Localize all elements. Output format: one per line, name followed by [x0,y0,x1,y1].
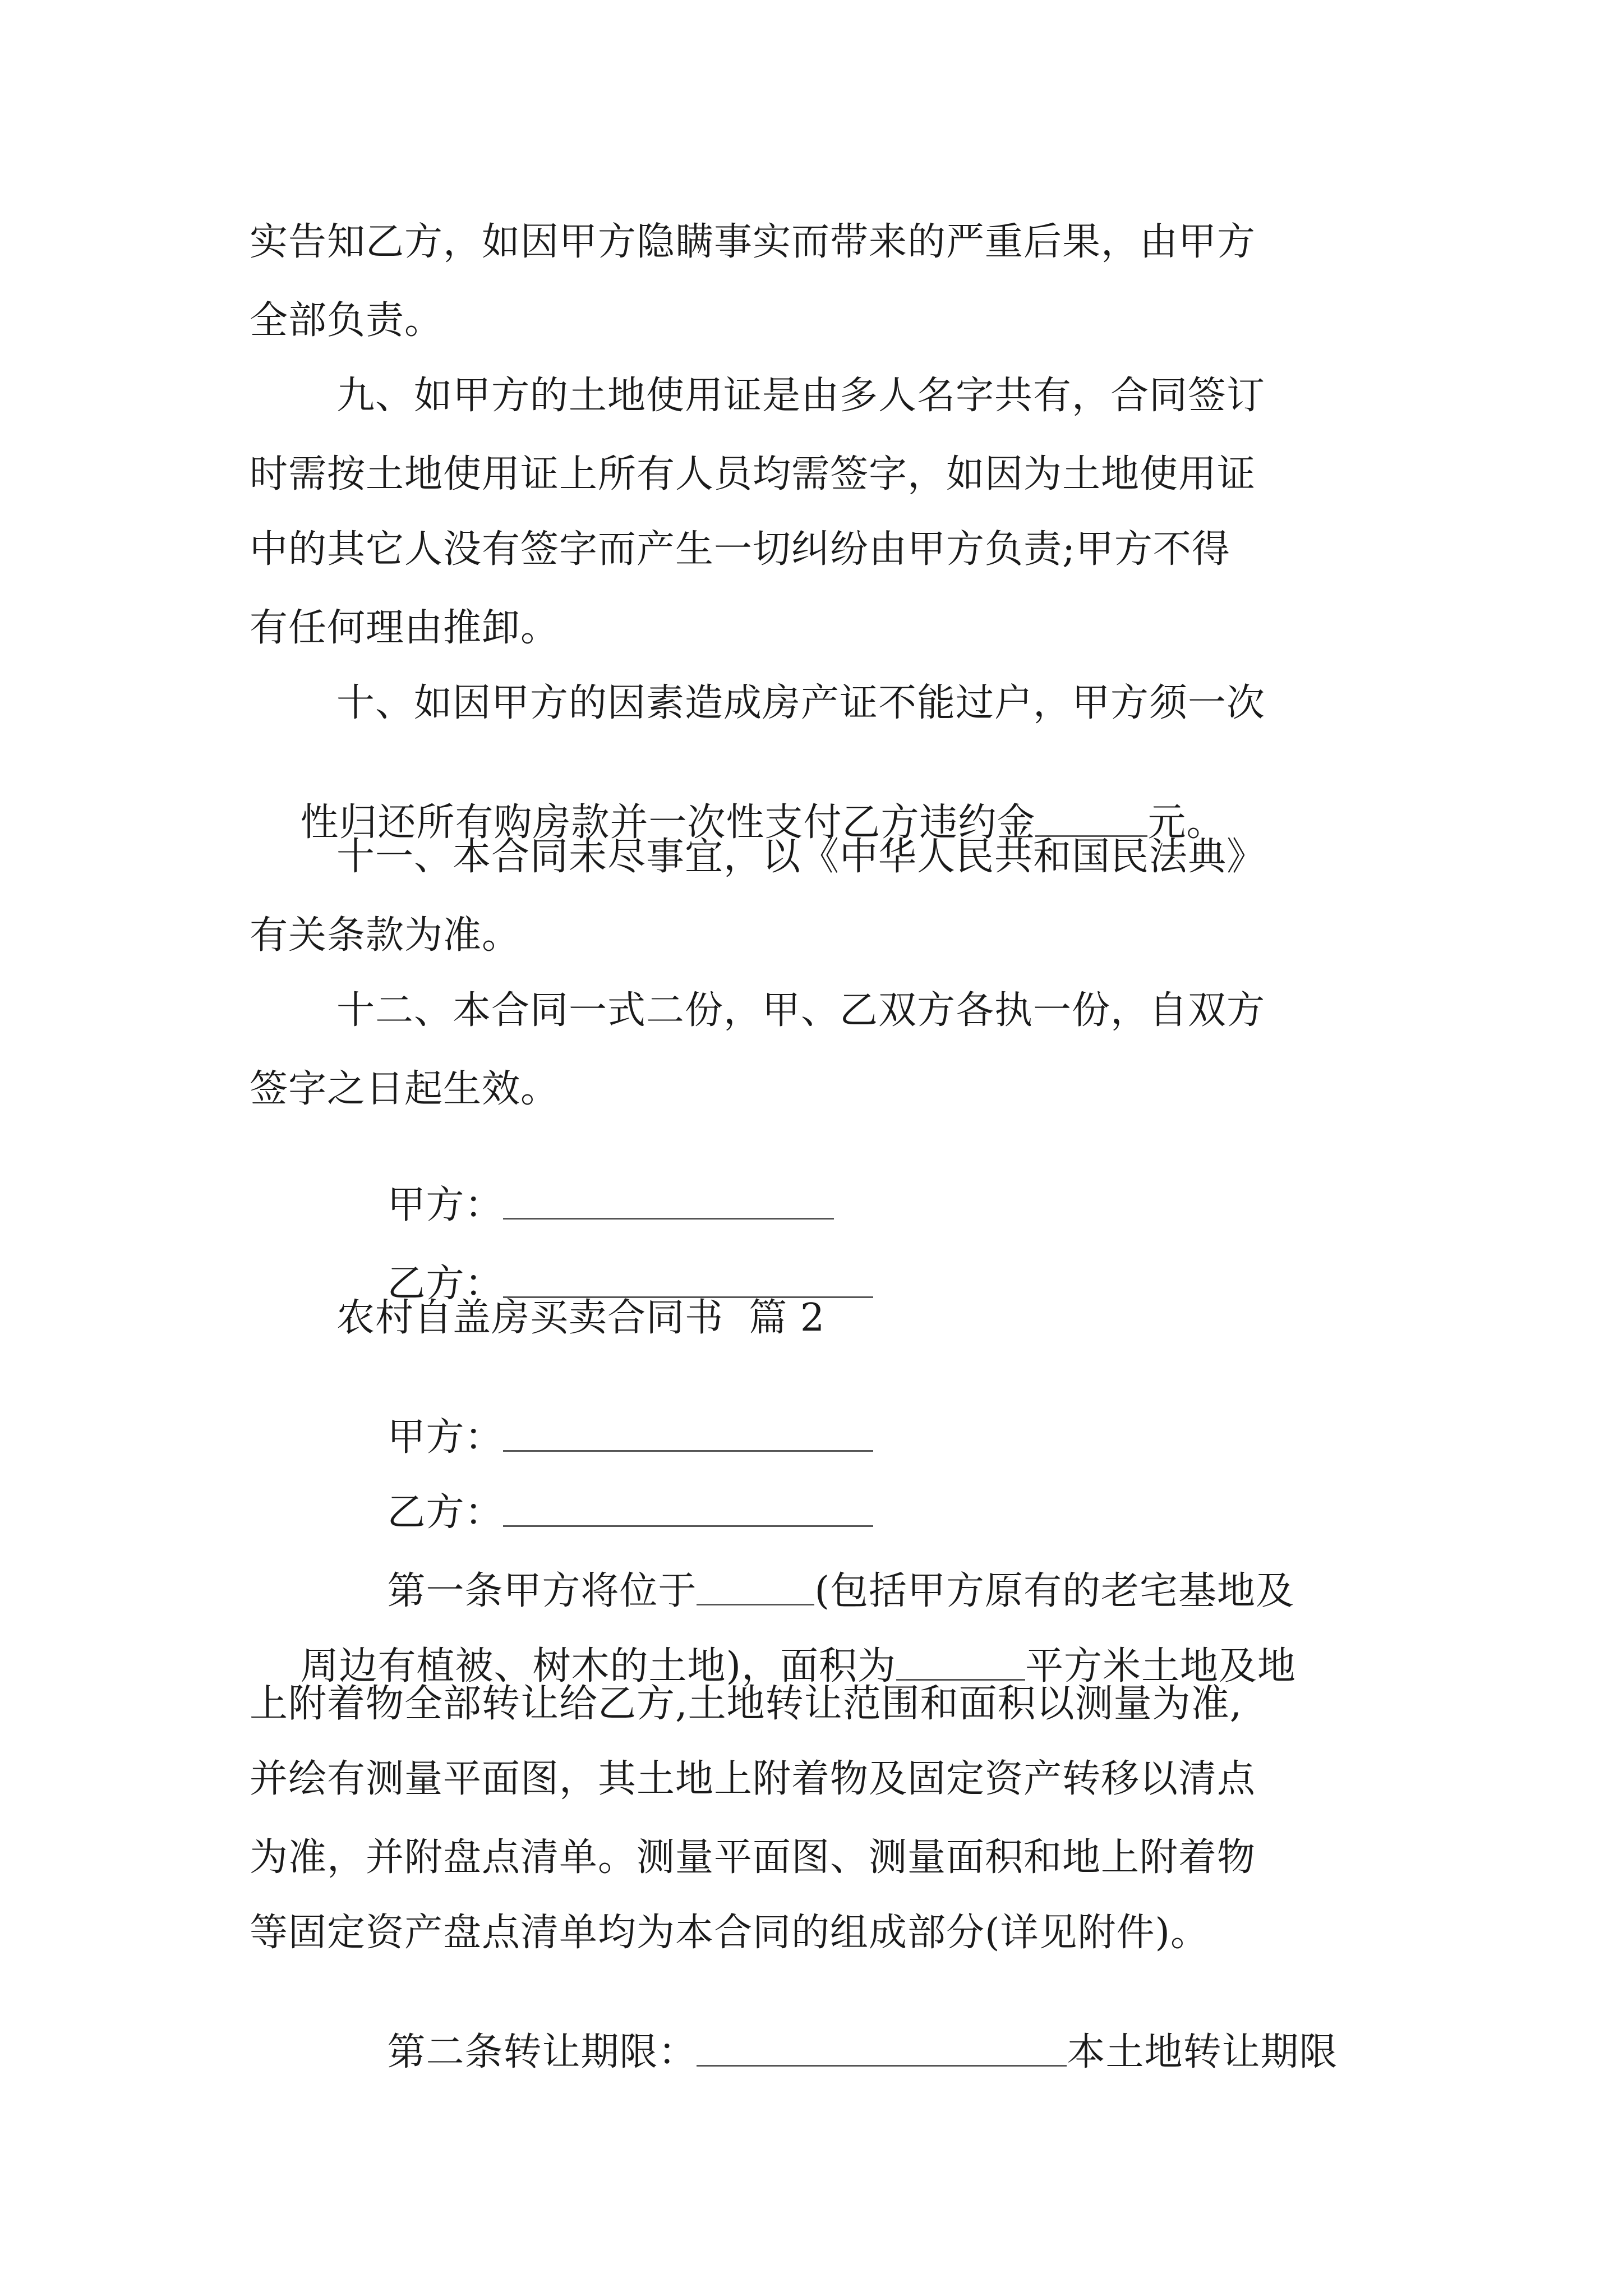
article-1-text: 周边有植被、树木的土地)，面积为 [300,1644,896,1688]
paragraph-line: 等固定资产盘点清单均为本合同的组成部分(详见附件)。 [250,1911,1210,1955]
article-2-line [336,1993,1338,2110]
party-b-blank [503,1491,873,1527]
paragraph-line: 有任何理由推卸。 [250,606,560,650]
article-1-text: 第一条甲方将位于 [387,1568,697,1613]
paragraph-line: 全部负责。 [250,298,444,343]
article-2-text: 第二条转让期限： [387,2030,697,2074]
paragraph-line: 中的其它人没有签字而产生一切纠纷由甲方负责;甲方不得 [250,527,1230,572]
paragraph-line: 时需按土地使用证上所有人员均需签字，如因为土地使用证 [250,452,1256,496]
party-b-blank [503,1262,873,1298]
paragraph-line: 为准，并附盘点清单。测量平面图、测量面积和地上附着物 [250,1835,1256,1880]
clause-9-line: 九、如甲方的土地使用证是由多人名字共有，合同签订 [336,374,1266,418]
article-1-text: 平方米土地及地 [1025,1644,1297,1688]
party-a-blank [503,1416,873,1452]
section-title: 农村自盖房买卖合同书 篇 2 [336,1296,826,1340]
clause-10-line: 十、如因甲方的因素造成房产证不能过户，甲方须一次 [336,681,1266,725]
area-blank [896,1645,1025,1681]
penalty-amount-blank [1035,801,1147,837]
party-b-label: 乙方： [387,1490,504,1535]
party-a-blank [503,1184,834,1220]
clause-11-line: 十一、本合同未尽事宜，以《中华人民共和国民法典》 [336,835,1266,879]
paragraph-line: 实告知乙方，如因甲方隐瞒事实而带来的严重后果，由甲方 [250,220,1256,264]
party-a-label: 甲方： [387,1415,504,1460]
article-1-text: (包括甲方原有的老宅基地及 [814,1568,1295,1613]
paragraph-line: 有关条款为准。 [250,913,521,958]
term-blank [697,2031,1067,2067]
location-blank [697,1570,814,1605]
clause-10-text: 性归还所有购房款并一次性支付乙方违约金 [300,800,1036,845]
paragraph-line: 上附着物全部转让给乙方,土地转让范围和面积以测量为准, [250,1682,1243,1726]
article-2-text: 本土地转让期限 [1067,2030,1338,2074]
paragraph-line: 签字之日起生效。 [250,1067,560,1111]
clause-10-unit: 元。 [1147,800,1225,845]
paragraph-line: 并绘有测量平面图，其土地上附着物及固定资产转移以清点 [250,1757,1256,1801]
party-a-label: 甲方： [387,1182,504,1227]
party-b-label: 乙方： [387,1261,504,1306]
clause-12-line: 十二、本合同一式二份，甲、乙双方各执一份，自双方 [336,988,1266,1033]
